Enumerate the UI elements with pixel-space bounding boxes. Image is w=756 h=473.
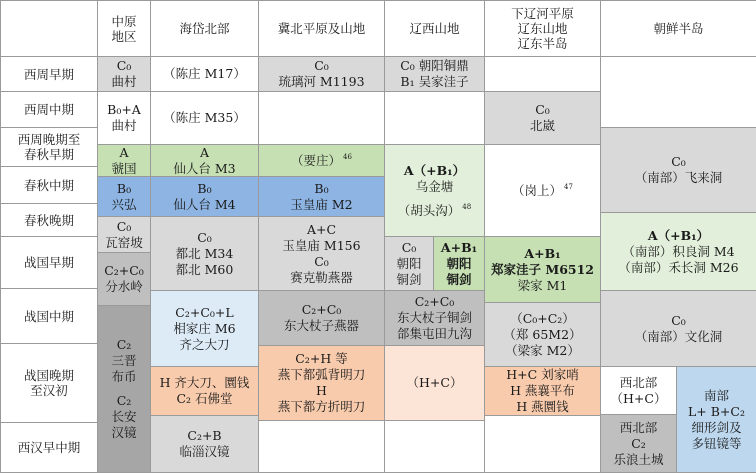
cell-jibei-xizhou-mid bbox=[258, 91, 385, 145]
cell-liaoxi-zhanguo-early-b-line: 朝阳 bbox=[446, 255, 472, 271]
cell-xialiao-zhanguo-mid-line: （梁家 M2） bbox=[505, 342, 580, 358]
cell-haidai-chunqiu-late-line: C₀ bbox=[197, 229, 212, 245]
cell-zhongyuan-chunqiu-late-line: C₀ bbox=[116, 218, 132, 234]
cell-zhongyuan-late bbox=[97, 144, 151, 177]
cell-liaoxi-zhanguo-early-b-line: A+B₁ bbox=[440, 239, 478, 255]
cell-chaoxian-south-line: 细形剑及 bbox=[691, 419, 742, 435]
row-header-line: 西周早期 bbox=[23, 66, 74, 82]
cell-jibei-zhanguo-mid-line: 东大杖子燕器 bbox=[283, 318, 359, 333]
cell-liaoxi-xizhou-early-line: C₀ 朝阳铜鼎 bbox=[400, 58, 469, 73]
cell-xialiao-zhanguo-early-line: A+B₁ bbox=[524, 245, 561, 261]
cell-jibei-chunqiu-late-line: C₀ bbox=[314, 253, 329, 269]
cell-chaoxian-jiliangdong bbox=[600, 212, 756, 291]
cell-jibei-zhanguo-mid-line: C₂+C₀ bbox=[301, 302, 342, 317]
cell-zhongyuan-zhanguo-early-line: 分水岭 bbox=[105, 279, 143, 294]
cell-liaoxi-xizhou-early bbox=[384, 56, 485, 92]
cell-liaoxi-zhanguo-mid-line: 东大杖子铜剑 bbox=[396, 310, 472, 325]
cell-chaoxian-lelang-line: 西北部 bbox=[619, 419, 658, 435]
cell-zhongyuan-zhanguo-early bbox=[97, 252, 151, 306]
cell-chaoxian-lelang-line: 乐浪土城 bbox=[613, 451, 664, 467]
cell-jibei-xizhou-early bbox=[258, 56, 385, 92]
cell-jibei-zhanguo-late-line: 燕下都弧背明刀 bbox=[277, 367, 366, 382]
cell-chaoxian-jiliangdong-line: A（+B₁） bbox=[647, 227, 710, 243]
cell-xialiao-gangshang-note: 47 bbox=[564, 183, 573, 192]
cell-chaoxian-northwest-line: （H+C） bbox=[610, 390, 667, 406]
cell-haidai-zhanguo-mid bbox=[150, 290, 259, 367]
cell-liaoxi-late-line: A（+B₁） bbox=[403, 162, 466, 178]
row-header bbox=[0, 343, 98, 423]
cell-zhongyuan-chunqiu-late-line: 瓦窑坡 bbox=[105, 234, 143, 250]
cell-jibei-chunqiu-late bbox=[258, 216, 385, 291]
cell-jibei-late bbox=[258, 144, 385, 177]
cell-haidai-late-line: 仙人台 M3 bbox=[173, 160, 236, 176]
cell-zhongyuan-xizhou-mid-line: 曲村 bbox=[111, 118, 137, 133]
cell-jibei-zhanguo-mid bbox=[258, 290, 385, 346]
cell-haidai-zhanguo-late-line: C₂ 石佛堂 bbox=[176, 391, 233, 406]
cell-zhongyuan-late-line: A bbox=[119, 144, 129, 160]
row-header-line: 至汉初 bbox=[30, 383, 68, 398]
cell-xialiao-zhanguo-early-line: 梁家 M1 bbox=[517, 277, 568, 293]
column-header bbox=[150, 0, 259, 57]
cell-zhongyuan-long-line: 汉镜 bbox=[111, 425, 137, 440]
cell-chaoxian-wenhuadong-line: C₀ bbox=[671, 312, 686, 328]
column-header bbox=[600, 0, 756, 57]
cell-liaoxi-zhanguo-mid bbox=[384, 290, 485, 346]
cell-zhongyuan-xizhou-early-line: C₀ bbox=[116, 58, 132, 73]
corner-cell bbox=[0, 0, 98, 57]
cell-haidai-chunqiu-late-line: 都北 M60 bbox=[175, 261, 234, 277]
cell-xialiao-zhanguo-early bbox=[484, 236, 601, 303]
column-header bbox=[384, 0, 485, 57]
cell-jibei-zhanguo-late-line: H bbox=[316, 383, 327, 398]
cell-zhongyuan-long-line: C₂ bbox=[116, 337, 132, 352]
cell-xialiao-zhanguo-late-line: H 燕襄平布 bbox=[510, 383, 575, 398]
row-header bbox=[0, 56, 98, 92]
cell-liaoxi-zhanguo-mid-line: 郃集屯田九沟 bbox=[396, 326, 472, 341]
cell-zhongyuan-chunqiu-mid bbox=[97, 176, 151, 217]
cell-zhongyuan-xizhou-mid-line: B₀+A bbox=[107, 102, 141, 117]
cell-haidai-chunqiu-mid-line: 仙人台 M4 bbox=[173, 196, 236, 212]
row-header-line: 春秋早期 bbox=[23, 147, 74, 162]
cell-chaoxian-jiliangdong-line: （南部）积良洞 M4 bbox=[622, 243, 735, 259]
column-header bbox=[258, 0, 385, 57]
cell-chaoxian-wenhuadong bbox=[600, 290, 756, 367]
cell-xialiao-xizhou-mid-line: C₀ bbox=[535, 102, 550, 117]
cell-liaoxi-zhanguo-early-a-line: C₀ bbox=[401, 239, 417, 255]
cell-jibei-chunqiu-late-line: 玉皇庙 M156 bbox=[282, 237, 361, 253]
cell-zhongyuan-chunqiu-mid-line: 兴弘 bbox=[111, 196, 137, 212]
row-header bbox=[0, 422, 98, 473]
cell-haidai-zhanguo-mid-line: 齐之大刀 bbox=[179, 336, 230, 352]
cell-haidai-zhanguo-mid-line: C₂+C₀+L bbox=[175, 304, 234, 320]
cell-haidai-chunqiu-late bbox=[150, 216, 259, 291]
cell-liaoxi-late-line: 乌金塘 bbox=[415, 178, 454, 194]
cell-haidai-xizhou-mid-line: （陈庄 M35） bbox=[163, 110, 246, 125]
cell-chaoxian-xizhou-early bbox=[600, 56, 756, 128]
cell-jibei-chunqiu-mid-line: 玉皇庙 M2 bbox=[290, 196, 353, 212]
cell-haidai-xihan bbox=[150, 415, 259, 473]
row-header bbox=[0, 166, 98, 204]
cell-chaoxian-northwest bbox=[600, 366, 677, 415]
column-header-line: 辽西山地 bbox=[409, 21, 460, 36]
cell-zhongyuan-xizhou-early-line: 曲村 bbox=[111, 74, 137, 89]
cell-liaoxi-late bbox=[384, 144, 485, 237]
cell-haidai-late-line: A bbox=[199, 144, 210, 160]
cell-xialiao-zhanguo-mid-line: （C₀+C₂） bbox=[510, 310, 575, 326]
cell-chaoxian-feilaidong-line: C₀ bbox=[671, 154, 686, 169]
cell-liaoxi-xihan bbox=[384, 420, 485, 473]
row-header-line: 战国晚期 bbox=[23, 368, 74, 383]
column-header-line: 下辽河平原 bbox=[511, 6, 574, 21]
column-header-line: 冀北平原及山地 bbox=[277, 21, 366, 36]
cell-xialiao-zhanguo-late-line: H+C 刘家哨 bbox=[506, 367, 579, 382]
cell-liaoxi-zhanguo-early-b-line: 铜剑 bbox=[446, 271, 472, 287]
cell-xialiao-gangshang-line: （岗上） $^{47}$ bbox=[512, 182, 573, 198]
cell-haidai-zhanguo-mid-line: 相家庄 M6 bbox=[173, 320, 236, 336]
cell-chaoxian-south bbox=[676, 366, 756, 473]
cell-xialiao-zhanguo-early-line: 郑家洼子 M6512 bbox=[491, 261, 594, 277]
row-header-line: 西周晚期至 bbox=[17, 132, 81, 147]
row-header-line: 战国早期 bbox=[23, 255, 74, 270]
column-header-line: 海岱北部 bbox=[179, 21, 230, 36]
cell-haidai-xizhou-mid bbox=[150, 91, 259, 145]
cell-liaoxi-xizhou-early-line: B₁ 吴家洼子 bbox=[400, 74, 469, 89]
cell-jibei-chunqiu-mid-line: B₀ bbox=[314, 180, 329, 196]
cell-liaoxi-zhanguo-early-a-line: 铜剑 bbox=[396, 271, 422, 287]
cell-jibei-zhanguo-late bbox=[258, 345, 385, 421]
cell-zhongyuan-long-line: 三晋 bbox=[111, 353, 137, 368]
cell-haidai-late bbox=[150, 144, 259, 177]
cell-haidai-chunqiu-mid bbox=[150, 176, 259, 217]
cell-jibei-xizhou-early-line: 琉璃河 M1193 bbox=[278, 74, 365, 89]
cell-haidai-chunqiu-late-line: 都北 M34 bbox=[175, 245, 234, 261]
column-header-line: 地区 bbox=[111, 28, 137, 44]
cell-liaoxi-zhanguo-late-line: （H+C） bbox=[406, 375, 463, 390]
cell-liaoxi-late-line: （胡头沟） $^{48}$ bbox=[397, 202, 472, 218]
cell-haidai-zhanguo-late-line: H 齐大刀、圜钱 bbox=[159, 375, 250, 390]
cell-liaoxi-late-note: 48 bbox=[462, 203, 472, 212]
cell-liaoxi-zhanguo-early-b bbox=[433, 236, 485, 291]
cell-chaoxian-lelang-line: C₂ bbox=[631, 435, 646, 451]
cell-chaoxian-feilaidong-line: （南部）飞来洞 bbox=[634, 170, 723, 185]
column-header-line: 辽东山地 bbox=[517, 21, 568, 36]
cell-chaoxian-south-line: 南部 bbox=[703, 387, 729, 403]
cell-jibei-chunqiu-late-line: A+C bbox=[306, 221, 337, 237]
cell-xialiao-xizhou-early bbox=[484, 56, 601, 92]
cell-liaoxi-late-line bbox=[433, 195, 437, 203]
cell-chaoxian-wenhuadong-line: （南部）文化洞 bbox=[634, 328, 723, 344]
cell-haidai-zhanguo-late bbox=[150, 366, 259, 416]
column-header-line: 辽东半岛 bbox=[517, 36, 568, 51]
cell-liaoxi-zhanguo-early-a-line: 朝阳 bbox=[396, 255, 422, 271]
cell-zhongyuan-late-line: 虢国 bbox=[111, 160, 137, 176]
cell-jibei-zhanguo-late-line: 燕下都方折明刀 bbox=[277, 399, 366, 414]
cell-chaoxian-south-line: L+ B+C₂ bbox=[688, 403, 745, 419]
column-header bbox=[97, 0, 151, 57]
cell-zhongyuan-long-line: C₂ bbox=[116, 393, 132, 408]
cell-zhongyuan-long-line bbox=[122, 385, 126, 393]
cell-chaoxian-feilaidong bbox=[600, 127, 756, 213]
row-header-line: 西周中期 bbox=[23, 102, 74, 117]
cell-haidai-xizhou-early bbox=[150, 56, 259, 92]
cell-zhongyuan-zhanguo-early-line: C₂+C₀ bbox=[104, 263, 144, 278]
cell-xialiao-zhanguo-mid-line: （郑 65M2） bbox=[503, 326, 582, 342]
cell-zhongyuan-xizhou-early bbox=[97, 56, 151, 92]
cell-zhongyuan-long-line: 布币 bbox=[111, 369, 137, 384]
cell-xialiao-xihan bbox=[484, 415, 601, 473]
cell-jibei-xizhou-early-line: C₀ bbox=[314, 58, 329, 73]
column-header bbox=[484, 0, 601, 57]
cell-xialiao-xizhou-mid-line: 北崴 bbox=[529, 118, 555, 133]
column-header-line: 朝鲜半岛 bbox=[653, 21, 704, 36]
cell-xialiao-xizhou-mid bbox=[484, 91, 601, 145]
row-header-line: 春秋中期 bbox=[23, 177, 74, 193]
cell-zhongyuan-long bbox=[97, 305, 151, 473]
cell-jibei-late-note: 46 bbox=[343, 153, 352, 162]
cell-jibei-chunqiu-late-line: 赛克勒燕器 bbox=[290, 269, 353, 285]
cell-liaoxi-zhanguo-early-a bbox=[384, 236, 434, 291]
row-header bbox=[0, 203, 98, 237]
cell-liaoxi-xizhou-mid bbox=[384, 91, 485, 145]
cell-zhongyuan-chunqiu-mid-line: B₀ bbox=[116, 180, 132, 196]
row-header-line: 西汉早中期 bbox=[17, 440, 81, 455]
cell-jibei-zhanguo-late-line: C₂+H 等 bbox=[295, 351, 348, 366]
cell-xialiao-zhanguo-late-line: H 燕圜钱 bbox=[516, 399, 569, 414]
row-header bbox=[0, 91, 98, 128]
cell-haidai-chunqiu-mid-line: B₀ bbox=[197, 180, 212, 196]
cell-chaoxian-northwest-line: 西北部 bbox=[619, 374, 658, 390]
cell-haidai-xizhou-early-line: （陈庄 M17） bbox=[163, 66, 246, 81]
cell-haidai-xihan-line: C₂+B bbox=[187, 428, 222, 443]
cell-haidai-xihan-line: 临淄汉镜 bbox=[179, 444, 230, 459]
cell-liaoxi-zhanguo-late bbox=[384, 345, 485, 421]
cell-zhongyuan-chunqiu-late bbox=[97, 216, 151, 253]
cell-zhongyuan-xizhou-mid bbox=[97, 91, 151, 145]
cell-chaoxian-lelang bbox=[600, 414, 677, 473]
cell-xialiao-zhanguo-late bbox=[484, 366, 601, 416]
row-header bbox=[0, 236, 98, 289]
cell-chaoxian-south-line: 多钮镜等 bbox=[691, 435, 742, 451]
row-header-line: 春秋晚期 bbox=[23, 212, 74, 228]
cell-xialiao-zhanguo-mid bbox=[484, 302, 601, 367]
cell-xialiao-gangshang bbox=[484, 144, 601, 237]
cell-jibei-chunqiu-mid bbox=[258, 176, 385, 217]
row-header bbox=[0, 288, 98, 344]
cell-jibei-xihan bbox=[258, 420, 385, 473]
column-header-line: 中原 bbox=[111, 13, 137, 29]
cell-jibei-late-line: （要庄） $^{46}$ bbox=[291, 152, 352, 168]
cell-liaoxi-zhanguo-mid-line: C₂+C₀ bbox=[414, 294, 455, 309]
row-header bbox=[0, 127, 98, 167]
cell-chaoxian-jiliangdong-line: （南部）禾长洞 M26 bbox=[618, 259, 739, 275]
cell-zhongyuan-long-line: 长安 bbox=[111, 409, 137, 424]
row-header-line: 战国中期 bbox=[23, 308, 74, 324]
